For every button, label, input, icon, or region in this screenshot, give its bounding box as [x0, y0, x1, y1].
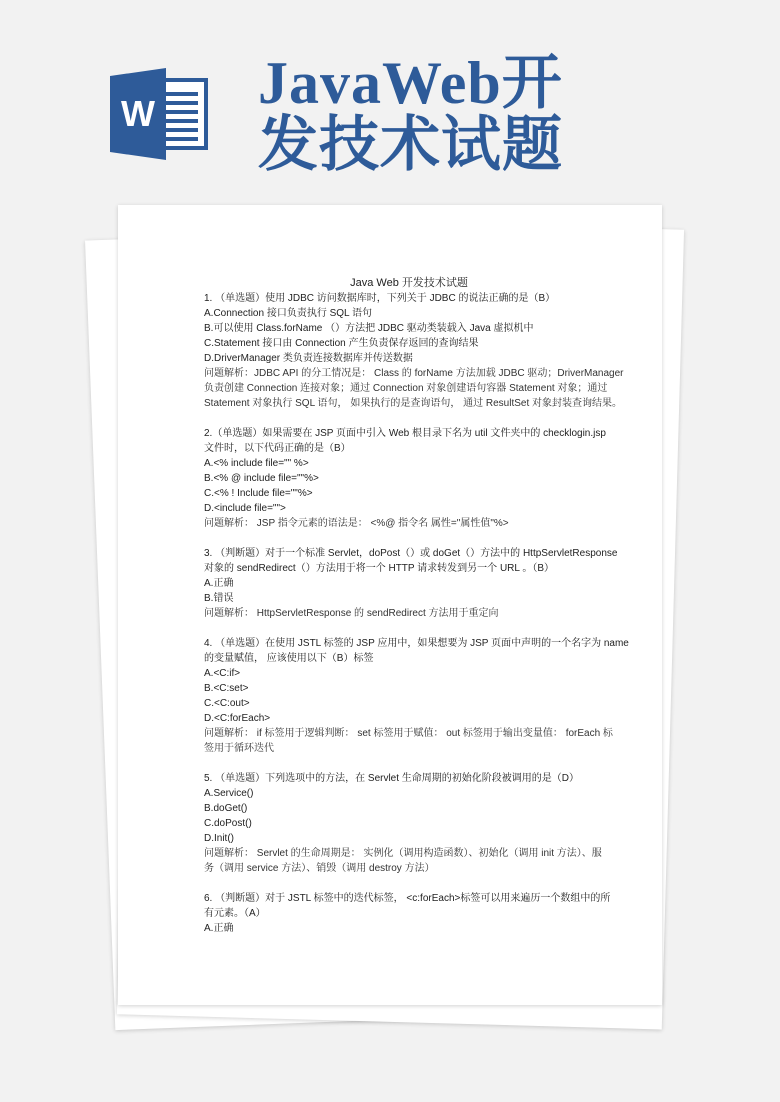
question-stem: 2.（单选题）如果需要在 JSP 页面中引入 Web 根目录下名为 util 文件夹中的 checklogin.jsp	[204, 428, 606, 439]
word-logo	[110, 68, 210, 160]
word-icon	[110, 68, 210, 160]
spacer	[204, 531, 614, 546]
answer-option: B.错误	[204, 593, 234, 604]
spacer	[204, 756, 614, 771]
answer-option: A.<C:if>	[204, 668, 241, 679]
question-analysis: 签用于循环迭代	[204, 743, 274, 754]
spacer	[204, 876, 614, 891]
question-analysis: 务（调用 service 方法）、销毁（调用 destroy 方法）	[204, 863, 435, 874]
question-analysis: Statement 对象执行 SQL 语句， 如果执行的是查询语句， 通过 ResultSet 对象封装查询结果。	[204, 398, 623, 409]
answer-option: B.可以使用 Class.forName （）方法把 JDBC 驱动类装载入 Java 虚拟机中	[204, 323, 534, 334]
question-analysis: 问题解析： if 标签用于逻辑判断： set 标签用于赋值： out 标签用于输出变量值： forEach 标	[204, 728, 613, 739]
spacer	[204, 411, 614, 426]
answer-option: A.正确	[204, 923, 234, 934]
question-stem: 文件时，以下代码正确的是（B）	[204, 443, 351, 454]
question-4	[204, 636, 629, 756]
answer-option: C.<% ! Include file=""%>	[204, 488, 313, 499]
answer-option: D.DriverManager 类负责连接数据库并传送数据	[204, 353, 413, 364]
question-stem: 6. （判断题）对于 JSTL 标签中的迭代标签， <c:forEach>标签可以用来遍历一个数组中的所	[204, 893, 611, 904]
question-5	[204, 771, 614, 876]
question-1	[204, 291, 624, 411]
question-6	[204, 891, 614, 936]
question-stem: 3. （判断题）对于一个标准 Servlet，doPost（）或 doGet（）方法中的 HttpServletResponse	[204, 548, 618, 559]
question-stem: 对象的 sendRedirect（）方法用于将一个 HTTP 请求转发到另一个 URL 。（B）	[204, 563, 555, 574]
answer-option: B.<% @ include file=""%>	[204, 473, 319, 484]
svg-text:W: W	[121, 93, 155, 134]
answer-option: D.<include file="">	[204, 503, 286, 514]
question-stem: 5. （单选题）下列选项中的方法，在 Servlet 生命周期的初始化阶段被调用的是（D）	[204, 773, 580, 784]
title-line: 发技术试题	[258, 112, 563, 178]
question-stem: 1. （单选题）使用 JDBC 访问数据库时，下列关于 JDBC 的说法正确的是（B）	[204, 293, 556, 304]
question-2	[204, 426, 614, 531]
question-3	[204, 546, 618, 621]
page-title	[258, 52, 563, 176]
answer-option: A.Connection 接口负责执行 SQL 语句	[204, 308, 373, 319]
answer-option: C.Statement 接口由 Connection 产生负责保存返回的查询结果	[204, 338, 479, 349]
answer-option: D.Init()	[204, 833, 234, 844]
answer-option: D.<C:forEach>	[204, 713, 271, 724]
question-analysis: 问题解析：JDBC API 的分工情况是： Class 的 forName 方法加载 JDBC 驱动；DriverManager	[204, 368, 624, 379]
question-analysis: 负责创建 Connection 连接对象；通过 Connection 对象创建语句容器 Statement 对象；通过	[204, 383, 608, 394]
title-line: JavaWeb开	[258, 50, 563, 116]
answer-option: A.正确	[204, 578, 234, 589]
document-title: Java Web 开发技术试题	[350, 277, 468, 289]
answer-option: A.Service()	[204, 788, 254, 799]
question-analysis: 问题解析： JSP 指令元素的语法是： <%@ 指令名 属性="属性值"%>	[204, 518, 509, 529]
answer-option: A.<% include file="" %>	[204, 458, 309, 469]
answer-option: B.<C:set>	[204, 683, 249, 694]
question-stem: 有元素。（A）	[204, 908, 266, 919]
question-analysis: 问题解析： Servlet 的生命周期是： 实例化（调用构造函数）、初始化（调用 init 方法）、服	[204, 848, 602, 859]
answer-option: C.<C:out>	[204, 698, 250, 709]
question-stem: 的变量赋值， 应该使用以下（B）标签	[204, 653, 374, 664]
question-analysis: 问题解析： HttpServletResponse 的 sendRedirect 方法用于重定向	[204, 608, 499, 619]
question-stem: 4. （单选题）在使用 JSTL 标签的 JSP 应用中，如果想要为 JSP 页面中声明的一个名字为 name	[204, 638, 629, 649]
answer-option: B.doGet()	[204, 803, 248, 814]
document-body	[204, 275, 629, 936]
answer-option: C.doPost()	[204, 818, 252, 829]
spacer	[204, 621, 614, 636]
